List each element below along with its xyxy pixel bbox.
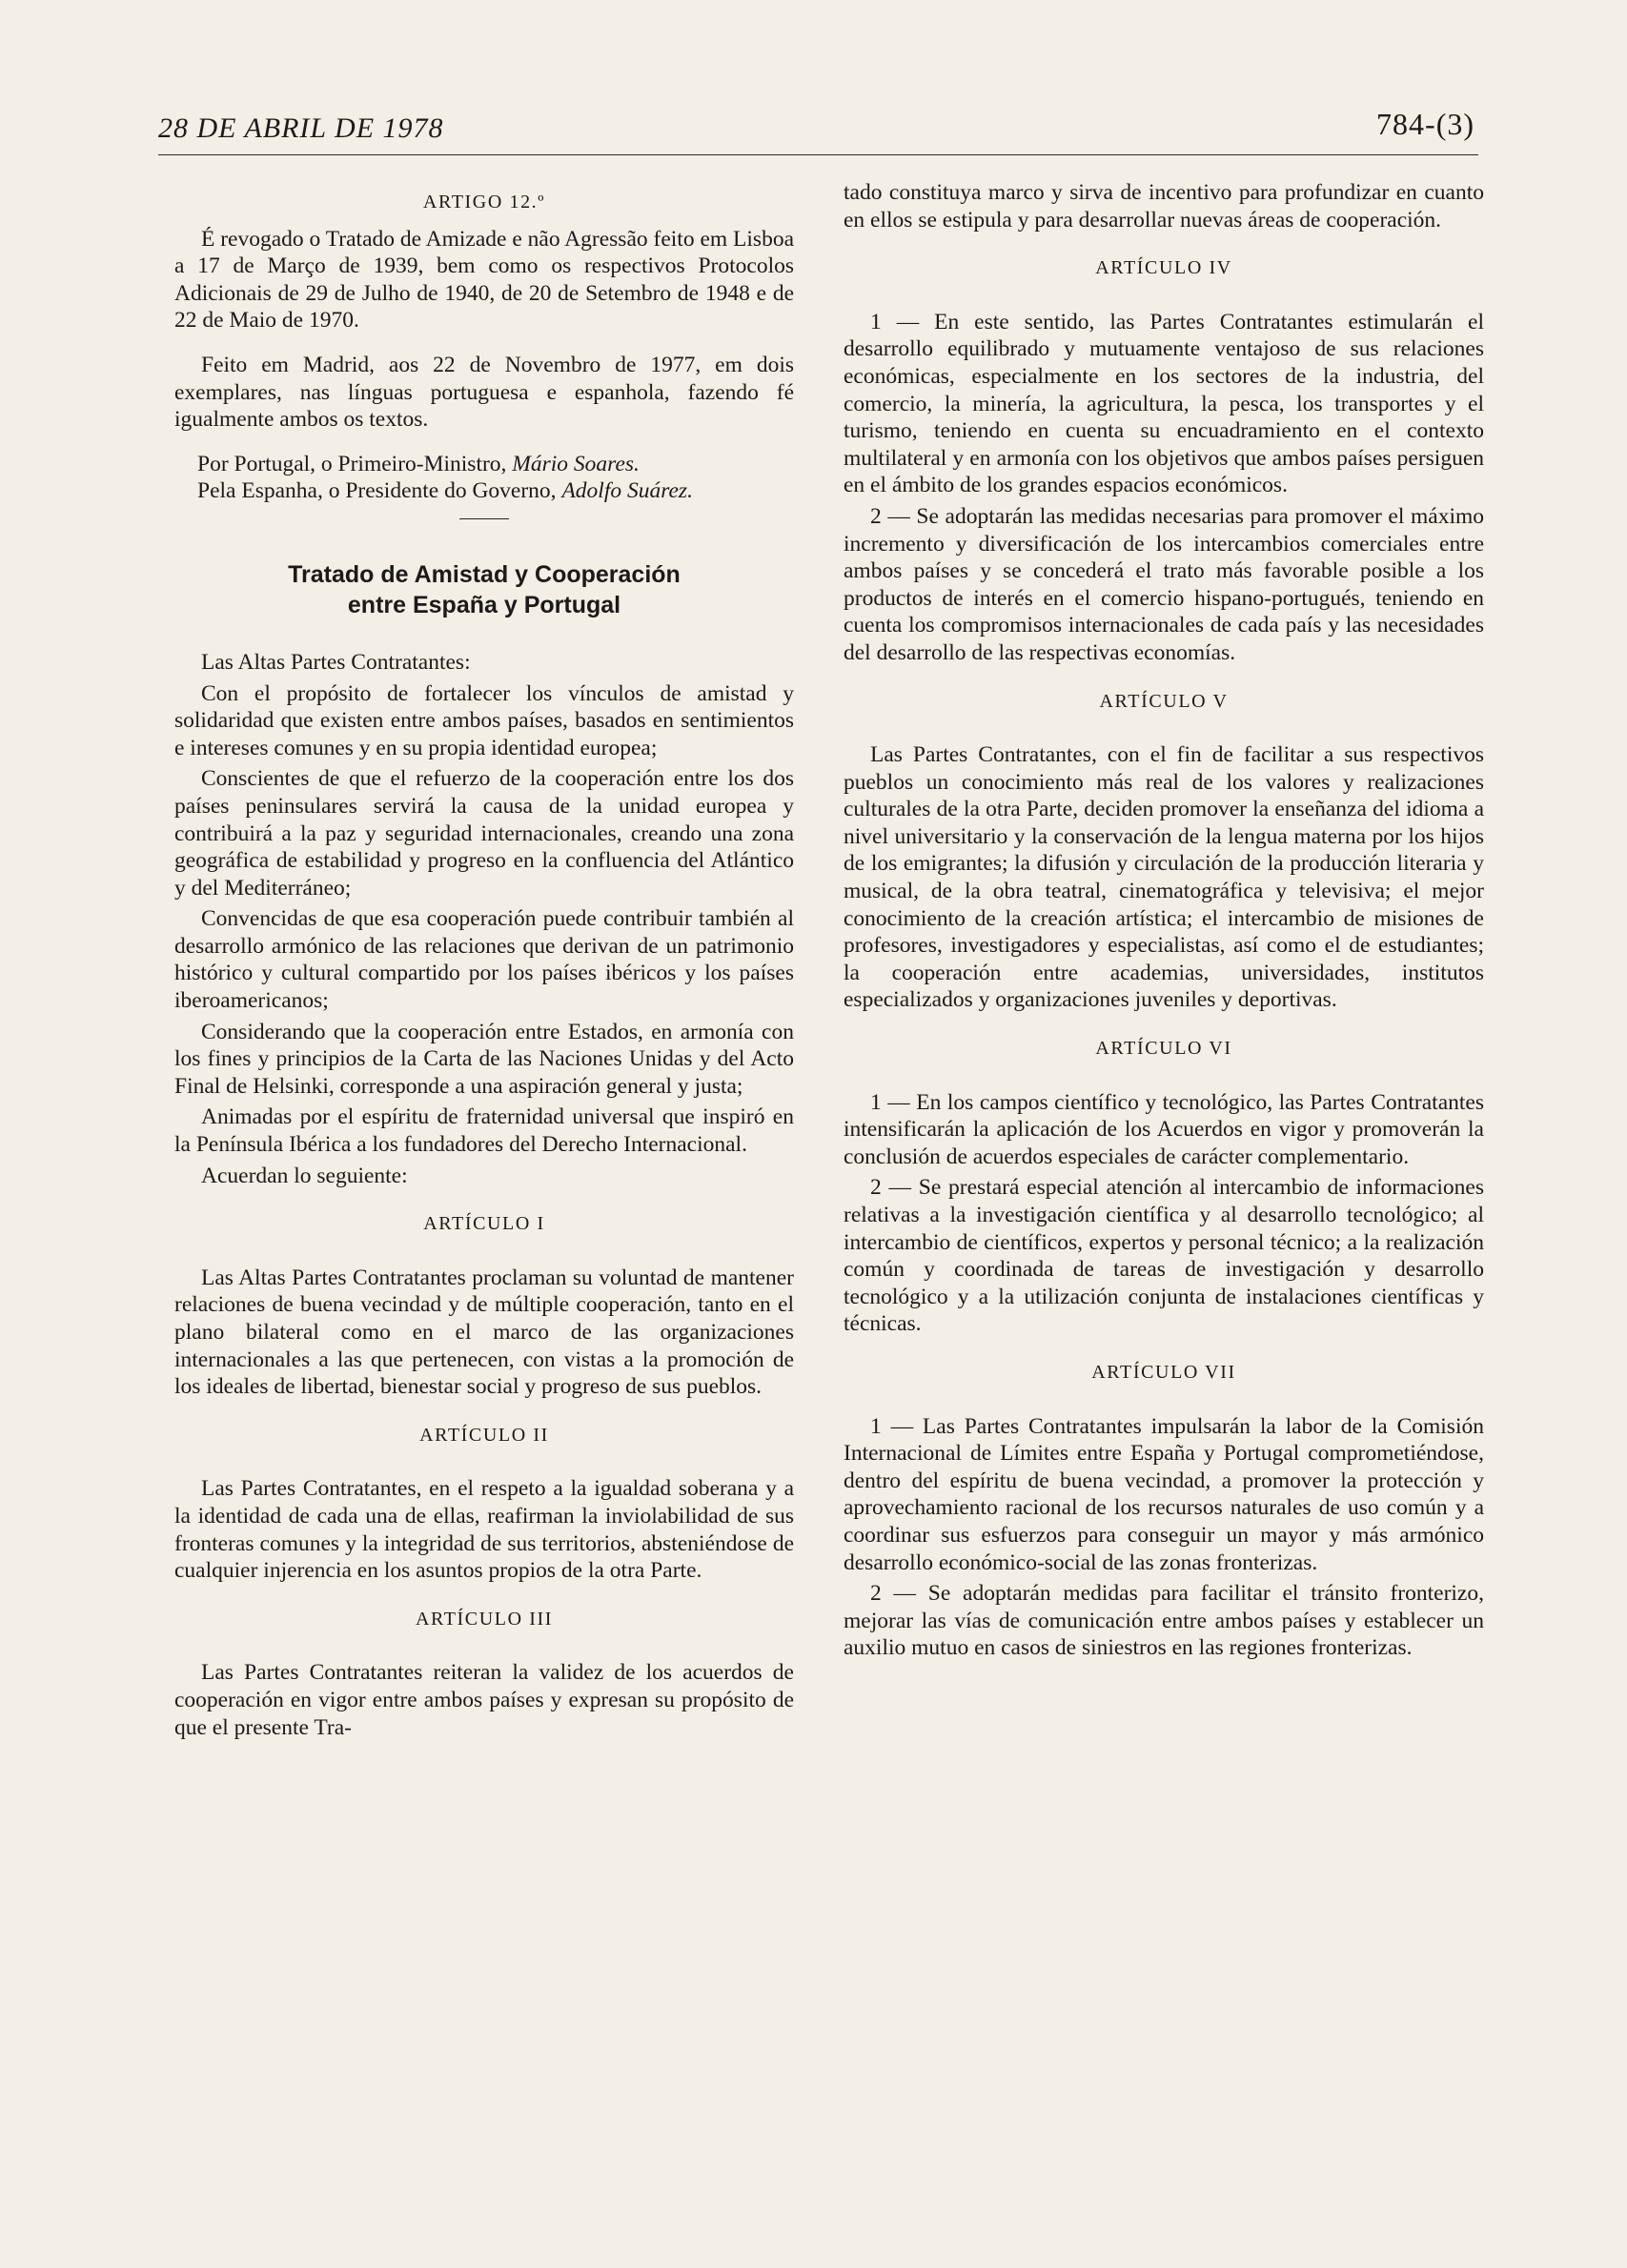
preamble-4: Considerando que la cooperación entre Estados, en armonía con los fines y principios de la Carta de las Naciones Unidas y del Acto Final de Helsinki, corresponde a una aspiración general y justa; [174,1019,794,1099]
article-4-para-2: 2 — Se adoptarán las medidas necesarias para promover el máximo incremento y diversificación de los intercambios comerciales entre ambos países y se concederá el trato más favorable posible a los productos de interés en el comercio hispano-portugués, teniendo en cuenta los compromisos internacionales de cada país y las necesidades del desarrollo de las respectivas economías. [844,503,1484,665]
preamble-1: Con el propósito de fortalecer los vínculos de amistad y solidaridad que existen entre ambos países, basados en sentimientos e intereses comunes y en su propia identidad europea; [174,680,794,760]
artigo-12-text: É revogado o Tratado de Amizade e não Agressão feito em Lisboa a 17 de Março de 1939, bem como os respectivos Protocolos Adicionais de 29 de Julho de 1940, de 20 de Setembro de 1948 e de 22 de Maio de 1970. [174,226,794,334]
article-3-continuation: tado constituya marco y sirva de incentivo para profundizar en cuanto en ellos se estipula y para desarrollar nuevas áreas de cooperación. [844,180,1484,233]
signature-spain-prefix: Pela Espanha, o Presidente do Governo, [197,478,562,504]
treaty-intro: Las Altas Partes Contratantes: [201,649,471,675]
spacer [174,437,794,451]
signature-portugal-prefix: Por Portugal, o Primeiro-Ministro, [197,451,513,476]
article-1-heading: ARTÍCULO I [423,1213,545,1235]
feito-paragraph: Feito em Madrid, aos 22 de Novembro de 1977, em dois exemplares, nas línguas portuguesa e espanhola, fazendo fé igualmente ambos os textos. [174,352,794,433]
article-7-heading: ARTÍCULO VII [1091,1361,1236,1383]
spacer [174,338,794,352]
signature-portugal-name: Mário Soares. [512,451,640,476]
treaty-title-line-2: entre España y Portugal [347,591,621,618]
preamble-2: Conscientes de que el refuerzo de la cooperación entre los dos países peninsulares servirá la causa de la unidad europea y contribuirá a la paz y seguridad internacionales, creando una zona geográfica de estabilidad y progreso en la confluencia del Atlántico y del Mediterráneo; [174,766,794,901]
treaty-title [174,559,794,620]
signature-portugal [174,451,794,478]
preamble-5: Animadas por el espíritu de fraternidad universal que inspiró en la Península Ibérica a los fundadores del Derecho Internacional. [174,1104,794,1158]
signature-spain [174,477,794,505]
article-5-text: Las Partes Contratantes, con el fin de facilitar a sus respectivos pueblos un conocimiento más real de los valores y realizaciones culturales de la otra Parte, deciden promover la enseñanza del idioma a nivel universitario y la conservación de la lengua materna por los hijos de los emigrantes; la difusión y circulación de la producción literaria y musical, de la obra teatral, cinematográfica y televisiva; el mejor conocimiento de la creación artística; el intercambio de misiones de profesores, investigadores y especialistas, así como el de estudiantes; la cooperación entre academias, universidades, institutos especializados y organizaciones juveniles y deportivas. [844,742,1484,1013]
treaty-title-line-1: Tratado de Amistad y Cooperación [288,560,681,588]
article-4-para-1: 1 — En este sentido, las Partes Contratantes estimularán el desarrollo equilibrado y mutuamente ventajoso de sus relaciones económicas, especialmente en los sectores de la industria, del comercio, la minería, la agricultura, la pesca, los transportes y el turismo, teniendo en cuenta su encuadramiento en el contexto multilateral y en armonía con los objetivos que ambos países persiguen en el ámbito de los grandes espacios económicos. [844,309,1484,498]
preamble-3: Convencidas de que esa cooperación puede contribuir también al desarrollo armónico de las relaciones que derivan de un patrimonio histórico y cultural compartido por los países ibéricos y los países iberoamericanos; [174,906,794,1014]
right-column [844,179,1484,1666]
article-6-para-1: 1 — En los campos científico y tecnológico, las Partes Contratantes intensificarán la aplicación de los Acuerdos en vigor y promoverán la conclusión de acuerdos especiales de carácter complementario. [844,1089,1484,1169]
article-1-text: Las Altas Partes Contratantes proclaman su voluntad de mantener relaciones de buena vecindad y de múltiple cooperación, tanto en el plano bilateral como en el marco de las organizaciones internacionales a las que pertenecen, con vistas a la promoción de los ideales de libertad, bienestar social y progreso de sus pueblos. [174,1265,794,1400]
header-rule [158,154,1478,155]
article-2-text: Las Partes Contratantes, en el respeto a la igualdad soberana y a la identidad de cada una de ellas, reafirman la inviolabilidad de sus fronteras comunes y la integridad de sus territorios, absteniéndose de cualquier injerencia en los asuntos propios de la otra Parte. [174,1476,794,1584]
separator-rule [459,518,509,519]
article-5-heading: ARTÍCULO V [1099,690,1229,712]
preamble-6: Acuerdan lo seguiente: [201,1163,408,1188]
article-4-heading: ARTÍCULO IV [1095,257,1232,279]
signature-spain-name: Adolfo Suárez. [561,478,693,504]
article-6-heading: ARTÍCULO VI [1095,1038,1232,1060]
article-3-text: Las Partes Contratantes reiteran la validez de los acuerdos de cooperación en vigor entre ambos países y expresan su propósito de que el presente Tra- [174,1660,794,1740]
header-date: 28 DE ABRIL DE 1978 [158,112,444,144]
left-column [174,179,794,1745]
artigo-12-heading: ARTIGO 12.º [422,192,546,213]
header-page-number: 784-(3) [1376,107,1474,141]
article-2-heading: ARTÍCULO II [419,1424,549,1446]
article-7-para-2: 2 — Se adoptarán medidas para facilitar el tránsito fronterizo, mejorar las vías de comunicación entre ambos países y establecer un auxilio mutuo en casos de siniestros en las regiones fronterizas. [844,1581,1484,1661]
article-6-para-2: 2 — Se prestará especial atención al intercambio de informaciones relativas a la investigación científica y al desarrollo tecnológico; al intercambio de científicos, expertos y personal técnico; a la realización común y coordinada de tareas de investigación y desarrollo tecnológico y a la utilización conjunta de instalaciones científicas y técnicas. [844,1175,1484,1337]
article-7-para-1: 1 — Las Partes Contratantes impulsarán la labor de la Comisión Internacional de Límites entre España y Portugal comprometiéndose, dentro del espíritu de buena vecindad, a promover la protección y aprovechamiento racional de los recursos naturales de uso común y a coordinar sus esfuerzos para conseguir un mayor y más armónico desarrollo económico-social de las zonas fronterizas. [844,1413,1484,1575]
article-3-heading: ARTÍCULO III [415,1608,554,1630]
